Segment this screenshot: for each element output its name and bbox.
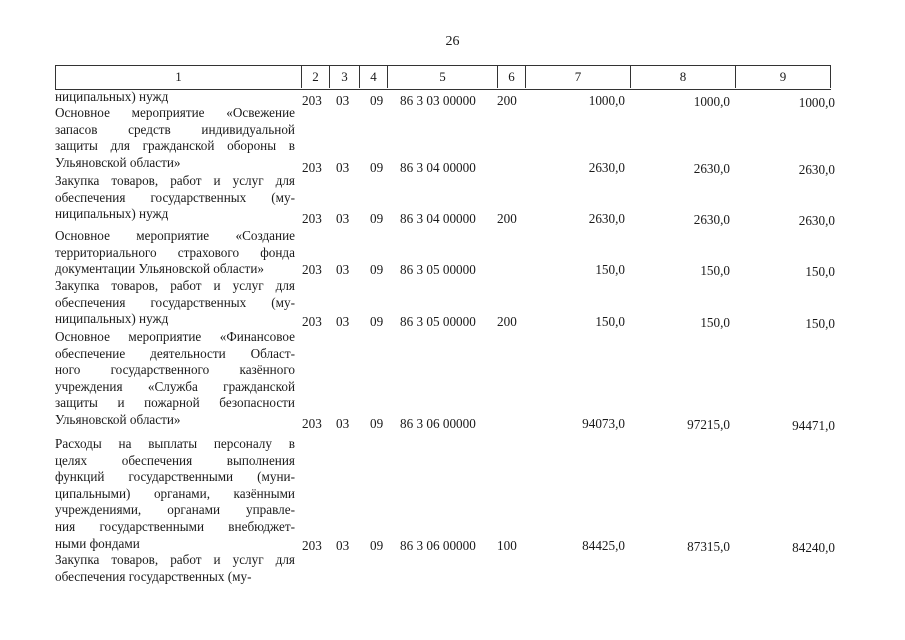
row-description-line: Закупка товаров, работ и услуг для xyxy=(55,173,295,188)
cell-grbs: 203 xyxy=(302,160,322,175)
cell-amount-year-1: 1000,0 xyxy=(588,93,625,108)
cell-target-article: 86 3 04 00000 xyxy=(400,211,476,226)
table-header xyxy=(55,65,831,90)
row-description-line: ниципальных) нужд xyxy=(55,311,169,327)
cell-target-article: 86 3 06 00000 xyxy=(400,416,476,431)
cell-grbs: 203 xyxy=(302,314,322,329)
row-description-line: Основное мероприятие «Создание xyxy=(55,228,295,243)
header-col-8: 8 xyxy=(631,66,736,88)
cell-section: 03 xyxy=(336,416,350,431)
cell-subsection: 09 xyxy=(370,93,384,108)
header-col-2: 2 xyxy=(302,66,330,88)
cell-expense-type: 200 xyxy=(497,211,517,226)
cell-section: 03 xyxy=(336,93,350,108)
cell-section: 03 xyxy=(336,160,350,175)
cell-section: 03 xyxy=(336,314,350,329)
row-description-line: Основное мероприятие «Освежение xyxy=(55,105,295,120)
cell-expense-type: 200 xyxy=(497,93,517,108)
cell-amount-year-2: 1000,0 xyxy=(693,94,730,109)
cell-target-article: 86 3 05 00000 xyxy=(400,314,476,329)
cell-amount-year-1: 150,0 xyxy=(595,314,625,329)
cell-amount-year-3: 84240,0 xyxy=(792,540,835,555)
header-col-9: 9 xyxy=(736,66,831,88)
cell-section: 03 xyxy=(336,538,350,553)
cell-amount-year-2: 87315,0 xyxy=(687,539,730,554)
row-description-line: ципальными) органами, казёнными xyxy=(55,485,295,501)
header-col-4: 4 xyxy=(360,66,388,88)
cell-amount-year-1: 84425,0 xyxy=(582,538,625,553)
row-description-line: ного государственного казённого xyxy=(55,362,295,378)
header-col-1: 1 xyxy=(56,66,302,88)
header-col-6: 6 xyxy=(498,66,526,88)
row-description-line: обеспечения государственных (му- xyxy=(55,294,295,310)
row-description-line: Расходы на выплаты персоналу в xyxy=(55,436,295,451)
cell-amount-year-2: 150,0 xyxy=(700,315,730,330)
cell-target-article: 86 3 04 00000 xyxy=(400,160,476,175)
row-description-line: Основное мероприятие «Финансовое xyxy=(55,329,295,344)
cell-section: 03 xyxy=(336,211,350,226)
cell-amount-year-3: 2630,0 xyxy=(798,162,835,177)
row-description-line: Закупка товаров, работ и услуг для xyxy=(55,552,295,567)
cell-subsection: 09 xyxy=(370,314,384,329)
cell-target-article: 86 3 03 00000 xyxy=(400,93,476,108)
page-number: 26 xyxy=(445,34,460,49)
row-description-line: учреждения «Служба гражданской xyxy=(55,378,295,394)
header-col-5: 5 xyxy=(388,66,498,88)
cell-amount-year-2: 2630,0 xyxy=(693,161,730,176)
row-description-line: обеспечения государственных (му- xyxy=(55,568,252,584)
row-description-line: защиты и пожарной безопасности xyxy=(55,395,295,411)
row-description-line: защиты для гражданской обороны в xyxy=(55,138,295,154)
cell-amount-year-2: 97215,0 xyxy=(687,417,730,432)
header-col-7: 7 xyxy=(526,66,631,88)
cell-subsection: 09 xyxy=(370,416,384,431)
cell-amount-year-1: 150,0 xyxy=(595,262,625,277)
row-description-line: территориального страхового фонда xyxy=(55,244,295,260)
cell-amount-year-3: 150,0 xyxy=(805,264,835,279)
cell-expense-type: 100 xyxy=(497,538,517,553)
cell-subsection: 09 xyxy=(370,538,384,553)
row-description-line: ния государственными внебюджет- xyxy=(55,519,295,534)
cell-amount-year-3: 2630,0 xyxy=(798,213,835,228)
cell-amount-year-2: 2630,0 xyxy=(693,212,730,227)
row-description-line: Ульяновской области» xyxy=(55,412,181,427)
row-description-line: запасов средств индивидуальной xyxy=(55,121,295,137)
cell-target-article: 86 3 06 00000 xyxy=(400,538,476,553)
cell-section: 03 xyxy=(336,262,350,277)
cell-grbs: 203 xyxy=(302,93,322,108)
cell-amount-year-1: 2630,0 xyxy=(588,160,625,175)
cell-expense-type: 200 xyxy=(497,314,517,329)
header-col-3: 3 xyxy=(330,66,360,88)
cell-amount-year-3: 1000,0 xyxy=(798,95,835,110)
cell-grbs: 203 xyxy=(302,262,322,277)
row-description-line: обеспечение деятельности Област- xyxy=(55,345,295,361)
row-description-line: целях обеспечения выполнения xyxy=(55,452,295,468)
row-description-line: учреждениями, органами управле- xyxy=(55,502,295,518)
row-description-line: обеспечения государственных (му- xyxy=(55,189,295,205)
cell-amount-year-1: 2630,0 xyxy=(588,211,625,226)
row-description-line: ными фондами xyxy=(55,535,140,551)
cell-subsection: 09 xyxy=(370,211,384,226)
row-description-line: Закупка товаров, работ и услуг для xyxy=(55,278,295,293)
cell-amount-year-3: 150,0 xyxy=(805,316,835,331)
row-description-line: Ульяновской области» xyxy=(55,154,181,170)
row-description-line: ниципальных) нужд xyxy=(55,89,169,104)
row-description-line: функций государственными (муни- xyxy=(55,469,295,485)
cell-subsection: 09 xyxy=(370,262,384,277)
cell-amount-year-3: 94471,0 xyxy=(792,418,835,433)
cell-grbs: 203 xyxy=(302,416,322,431)
cell-amount-year-1: 94073,0 xyxy=(582,416,625,431)
cell-amount-year-2: 150,0 xyxy=(700,263,730,278)
cell-grbs: 203 xyxy=(302,211,322,226)
row-description-line: документации Ульяновской области» xyxy=(55,261,264,277)
cell-subsection: 09 xyxy=(370,160,384,175)
cell-grbs: 203 xyxy=(302,538,322,553)
cell-target-article: 86 3 05 00000 xyxy=(400,262,476,277)
row-description-line: ниципальных) нужд xyxy=(55,206,169,222)
